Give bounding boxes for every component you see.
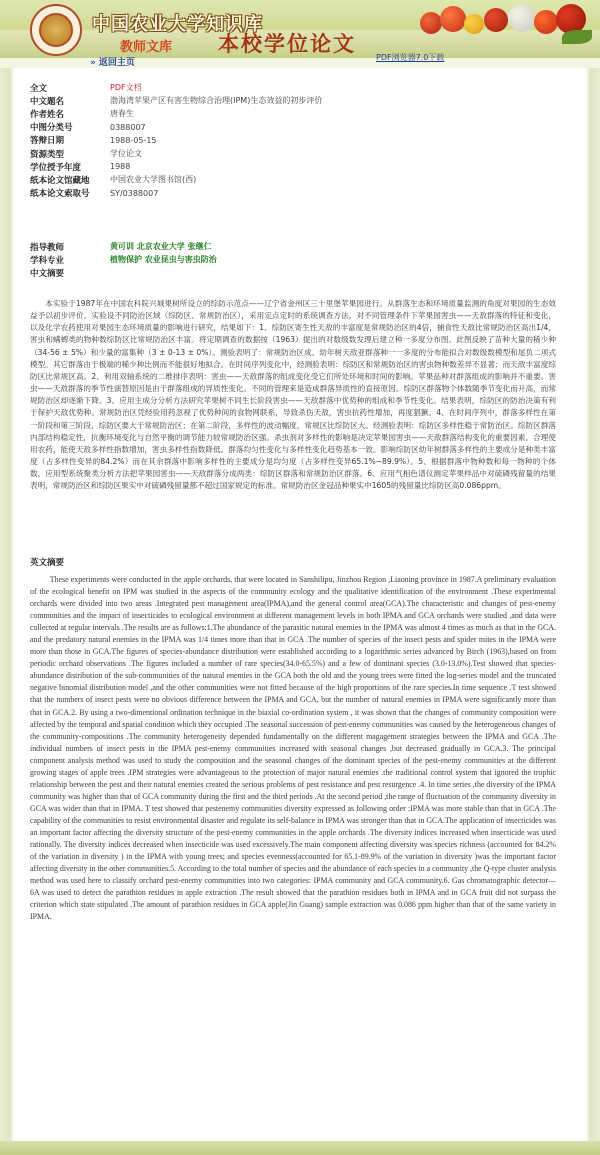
meta-row-location bbox=[30, 173, 322, 186]
meta-row-major bbox=[30, 253, 217, 266]
meta-row-callno bbox=[30, 187, 322, 200]
advisor-label: 指导教师 bbox=[30, 242, 65, 253]
meta-row-author bbox=[30, 107, 322, 120]
clc-label: 中图分类号 bbox=[30, 123, 73, 134]
resource-type-label: 资源类型 bbox=[30, 149, 65, 160]
pdf-reader-download-link[interactable]: PDF浏览器7.0下载 bbox=[376, 53, 445, 62]
defense-date-label: 答辩日期 bbox=[30, 136, 65, 147]
meta-row-year bbox=[30, 160, 322, 173]
en-abstract-heading: 英文摘要 bbox=[30, 558, 65, 568]
fruit-icon bbox=[420, 12, 442, 34]
clc-value: 0388007 bbox=[110, 122, 146, 132]
sub-title: 教师文库 bbox=[120, 40, 173, 55]
pdf-document-link[interactable]: PDF文档 bbox=[110, 83, 142, 93]
major-label: 学科专业 bbox=[30, 255, 65, 266]
meta-row-cn-abstract bbox=[30, 266, 217, 279]
author-value: 唐春生 bbox=[110, 109, 134, 119]
site-title: 中国农业大学知识库 bbox=[92, 14, 263, 35]
degree-year-label: 学位授予年度 bbox=[30, 162, 82, 173]
page-title: 本校学位论文 bbox=[218, 31, 356, 56]
meta-row-fulltext bbox=[30, 81, 322, 94]
fulltext-label: 全文 bbox=[30, 83, 48, 94]
meta-row-clc bbox=[30, 121, 322, 134]
header-banner bbox=[0, 0, 600, 58]
degree-year-value: 1988 bbox=[110, 162, 131, 172]
back-home-label: 返回主页 bbox=[98, 58, 135, 68]
call-number-value: SY/0388007 bbox=[110, 188, 159, 198]
back-home-link[interactable] bbox=[90, 58, 135, 68]
call-number-label: 纸本论文索取号 bbox=[30, 189, 90, 200]
major-link[interactable]: 植物保护 农业昆虫与害虫防治 bbox=[110, 255, 217, 265]
footer-bar bbox=[0, 1141, 600, 1155]
author-label: 作者姓名 bbox=[30, 109, 65, 120]
cn-abstract-text: 本实验于1987年在中国农科院兴城果树所设立的综防示范点——辽宁省金州区三十里堡苹果园进行。从群落生态和环境质量监测的角度对果园的生态效益予以初步评价。实验设不同防治区域（综防区、常规防治区），采用定点定时的系统调查方法，对不同管理条件下苹果园害虫——天敌群落的特征和变化，以及化学农药使用对果园生态环境质量的影响进行研究，结果如下：1、综防区寄生性天敌的丰富度是常规防治区的4倍，捕食性天敌比常规防治区高出1/4，害虫和螨蜱类的物种数综防区比常规防治区丰富。将定期调查的数据按（1963）提出的对数级数发理后建立种一多度分布图。此图反映了苗种大量的稀少种（34-56 ± 5%）和少量的富集种（3 ± 0-13 ± 0%）。测验表明了：常规防治区成、幼年树天敌亚群落种一一多度的分布能拟合对数级数模型和尾负二项式模型。其它群落由于极端的稀少种比例而不能很好地拟合。在时间序列变化中，经测验表明：综防区和常规防治区的害虫物种数差异不显著；而天敌丰富度综防区比常规区高。2、利用双轴系统的二维排序表明：害虫——天敌群落的组成变化受它们所处环境和时间的影响。苹果品种对群落组成的影响并不重要。害虫——天敌群落的季节性演替原因是由于群落组成的异质性变化。不同的管理来是造成群落异质性的直接原因。综防区群落物个体数随季节变化而升高，而常规防治区却逐渐下降。3、应用主成分分析方法研究苹果树不同生长阶段害虫——天敌群落中优势种的组成和季节性变化。结果表明，综防区的防治决策有利于保护天敌优势种。常规防治区凭经验用药忽视了优势种间的食物网联系，导致杀伤天敌，害虫抗药性增加，再度猖獗。4、在时间序列中，群落多样性在第一阶段和第三阶段，综防区要大于常规防治区；在第二阶段，多样性的波动幅度，常规区比综防区大。经测验表明：综防区多样性稳于常防治区。综防区群落内部结构稳定性，抗衡环境变化与自然平衡的调节能力较常规防治区强。杀虫剂对多样性的影响是决定苹果园害虫——天敌群落结构变化的重要因素。合理使用农药，能使天敌多样性指数增加，害虫多样性指数降低。群落均匀性变化与多样性变化趋势基本一致。影响综防区幼年树群落多样性的主要成分是种类丰富度（占多样性变异的84.2%）而在其余群落中影响多样性的主要成分是均匀度（占多样性变异65.1%~89.9%）。5、根据群落中物种数和每一物种的个体数，应用型系统聚类分析方法把苹果园害虫——天敌群落分成两类：综防区群落和常规防治区群落。6、应用气相色谱仪测定苹果样品中对硫磷残留量的结果表明，常规防治区和综防区果实中对硫磷残留量都不超过国家规定的标准。常规防治区金冠品种果实中1605的残留量比综防区高0.086ppm。 bbox=[30, 299, 556, 491]
fruit-icon bbox=[440, 6, 466, 32]
meta-row-defense bbox=[30, 134, 322, 147]
location-label: 纸本论文馆藏地 bbox=[30, 175, 90, 186]
location-value: 中国农业大学图书馆(西) bbox=[110, 175, 197, 185]
cn-abstract-heading: 中文摘要 bbox=[30, 268, 65, 279]
double-chevron-right-icon: » bbox=[90, 58, 96, 68]
advisor-table bbox=[30, 240, 217, 280]
metadata-table bbox=[30, 81, 322, 200]
resource-type-value: 学位论文 bbox=[110, 149, 142, 159]
meta-row-advisor bbox=[30, 240, 217, 253]
en-abstract-text: These experiments were conducted in the apple orchards, that were located in Sanshilipu, Jinzhou Region ,Liaoning province in 1987.A preliminary evaluation of the ecological benefit on IPM was studied in the aspects of the community ecology and the qualitative identification of the environment .These experimental orchards were divided into two areas .Integrated pest management area(IPMA),and the general control area(GCA).The characteristic and changes of pest-enemy communities and the impact of insecticides to ecological environment at different management levels in both IPMA and GCA orchards were studied ,and data were collected at regular intervals .The results are as follows:1.The abundance of the parasitic natural enemies in the IPMA was almost 4 times as much as that in the GCA. and the predatory natural enemies in the IPMA was 1/4 times more than that in GCA .The number of species of the insect pests and spider mites in the IPMA were more than those in GCA.The figures of species-abundance distribution were established according to a logarithmic series advanced by Birch (1963),based on from periodic orchard observations .The figures included a number of rare species(34.0-65.5%) and a few of dominant species (3.0-13.0%).Test showed that species-abundance distribution of the sub-communities of the natural enemies in the GCA both the old and the young trees were fitted the log-series model and the truncated negative binomial distribution model ,and the other communities were not fitted because of the high proportions of the rare species.In time sequence .T test showed that the numbers of insect pests were no obvious difference between the IPMA and GCA, but the number of natural enemies in IPMA were significantly more than that in GCA.2. By using a two-dimentional ordination technique in the biaxial co-ordination system , it was shown that the changes of community composition were affected by the temporal and spatial condition which they occupied .The seasonal succession of pest-enemy communities was caused by the heterogeneous changes of the community-compositions .The community heterogeneity depended fundamentally on the different magagement strategies between the IPMA and GCA .The individual numbers of insect pests in the IPMA pest-enemy communities increased with seasonal changes ,but decreased gradually in GCA.3. The principal component analysis method was used to study the composition and the seasonal changes of the dominant species of the pest-enemy communities at the different growing stages of apple trees .IPM strategies were advantageous to the protection of major natural enemies .the traditional control system that ignored the trophic relationship between the pest and their natural enemies created the serious problems of pest resistance and pest resurgence .4. In time series ,the diversity of the IPMA community was higher than that of GCA community during the first and the third periods .At the second period ,the range of fluctuation of the community diversity in GCA was wider than that in IPMA. T test showed that pestenemy communities diversity expressed as following order :IPMA was more stable than that in GCA .The capability of the communities to resist environmental disaster and regulate its self-balance in IPMA was stronger than that in GCA.The application of insecticides was an important factor affecting the diversity structure of the pest-enemy communities in the apple orchards .The diversity indices increased when insecticide was used rationally. The diversity indices decreased when insecticide was used excessively.The main component affecting diversity was species richness (accounted for 84.2% of the variation in diversity ) in the IPMA with young trees; and species evenness(accounted for 65.1-89.9% of the variation in diversity )was the important factor affecting diversity in the other communities.5. According to the total number of species and the abundance of each species in a community ,the Q-type cluster analysis method was used here to classify orchard pest-enemy communities into two categories: IPMA community and GCA community.6. Gas chromatographic detector—6A was used to detect the parathion residues in apple extraction .The result showed that the parathion residues both in IPMA and in GCA fruit did not surpass the criterion which state stipulated .The amount of parathion residues in GCA apple(Jin Guang) sample extraction was 0.086 ppm higher than that of the same variety in IPMA. bbox=[30, 575, 556, 922]
university-logo-icon bbox=[30, 4, 82, 56]
meta-row-type bbox=[30, 147, 322, 160]
defense-date-value: 1988-05-15 bbox=[110, 135, 157, 145]
meta-row-title bbox=[30, 94, 322, 107]
advisor-link[interactable]: 黄可训 北京农业大学 张继仁 bbox=[110, 242, 212, 252]
fruit-icon bbox=[464, 14, 484, 34]
fruit-icon bbox=[508, 4, 536, 32]
fruit-icon bbox=[534, 10, 558, 34]
content-panel bbox=[14, 72, 586, 1140]
leaf-icon bbox=[562, 30, 592, 44]
cn-title-value: 渤海湾苹果产区有害生物综合治理(IPM)生态效益的初步评价 bbox=[110, 96, 323, 106]
cn-title-label: 中文题名 bbox=[30, 96, 65, 107]
fruit-icon bbox=[484, 8, 508, 32]
